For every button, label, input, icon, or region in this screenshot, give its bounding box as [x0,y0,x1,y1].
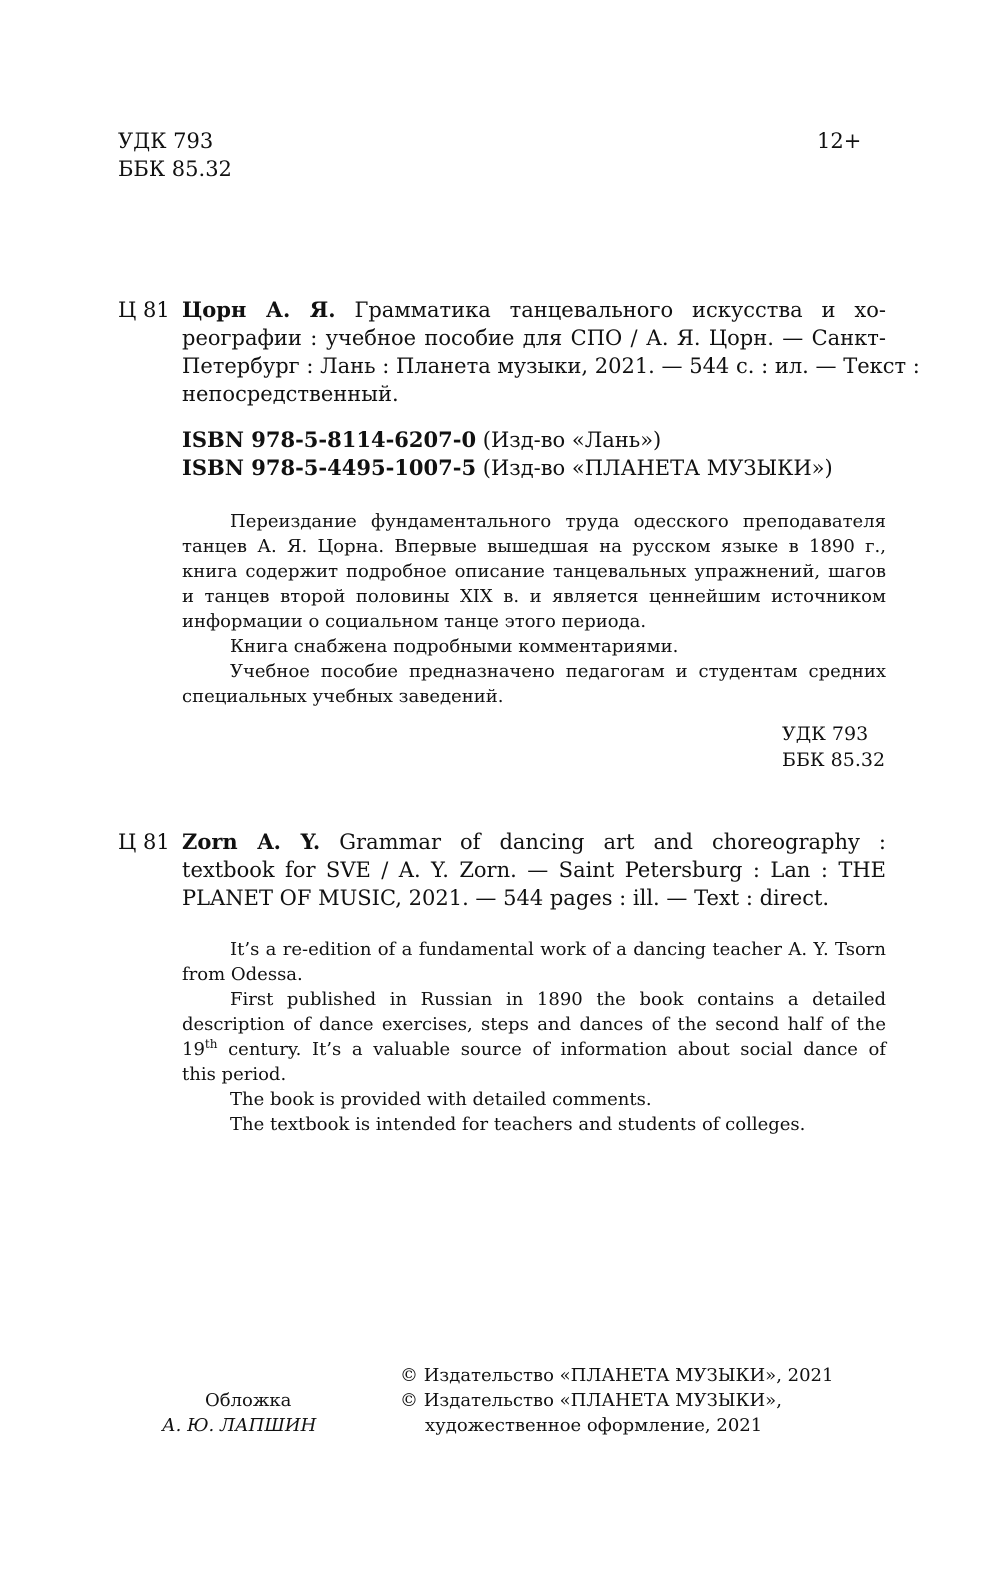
age-rating: 12+ [817,129,862,153]
en-record-line: textbook for SVE / A. Y. Zorn. — Saint Petersburg : Lan : THE [182,858,886,882]
cover-artist: А. Ю. ЛАПШИН [162,1415,317,1436]
ru-record-udk: УДК 793 [782,723,869,745]
ru-record-first-line [182,298,886,322]
ru-annotation-line: информации о социальном танце этого периода. [182,611,647,632]
isbn-line [182,456,833,480]
cover-label: Обложка [205,1390,292,1411]
header-udk: УДК 793 [118,129,214,153]
ru-record-line: Петербург : Лань : Планета музыки, 2021. — 544 с. : ил. — Текст : [182,354,920,378]
ru-record-author: Цорн А. Я. [182,297,336,322]
en-record-code: Ц 81 [118,830,170,854]
isbn-publisher: (Изд-во «ПЛАНЕТА МУЗЫКИ») [482,456,833,480]
century-suffix: th [204,1037,218,1051]
en-annotation-line: description of dance exercises, steps and dances of the second half of the [182,1014,886,1035]
century-text: century. It’s a valuable source of information about social dance of [228,1039,886,1060]
isbn-publisher: (Изд-во «Лань») [482,428,662,452]
en-record-title-line: Grammar of dancing art and choreography : [339,830,886,854]
copyright-line: © Издательство «ПЛАНЕТА МУЗЫКИ», [400,1390,782,1411]
ru-annotation-line: Книга снабжена подробными комментариями. [230,636,679,657]
ru-record-line: реографии : учебное пособие для СПО / А. Я. Цорн. — Санкт- [182,326,886,350]
en-annotation-line: from Odessa. [182,964,303,985]
ru-annotation-line: Учебное пособие предназначено педагогам и студентам средних [230,661,886,682]
copyright-line: © Издательство «ПЛАНЕТА МУЗЫКИ», 2021 [400,1365,834,1386]
en-annotation-line: It’s a re-edition of a fundamental work of a dancing teacher A. Y. Tsorn [230,939,886,960]
ru-annotation-line: танцев А. Я. Цорна. Впервые вышедшая на русском языке в 1890 г., [182,536,886,557]
isbn-number: ISBN 978-5-8114-6207-0 [182,427,477,452]
en-annotation-line: this period. [182,1064,287,1085]
en-annotation-line [182,1038,886,1062]
ru-record-bbk: ББК 85.32 [782,749,886,771]
ru-record-title-line: Грамматика танцевального искусства и хо- [354,298,886,322]
header-bbk: ББК 85.32 [118,157,232,181]
ru-record-code: Ц 81 [118,298,170,322]
ru-annotation-line: Переиздание фундаментального труда одесского преподавателя [230,511,886,532]
en-record-first-line [182,830,886,854]
century-number: 19 [182,1039,205,1060]
isbn-number: ISBN 978-5-4495-1007-5 [182,455,477,480]
ru-annotation-line: и танцев второй половины XIX в. и является ценнейшим источником [182,586,886,607]
ru-annotation-line: книга содержит подробное описание танцевальных упражнений, шагов [182,561,886,582]
copyright-line: художественное оформление, 2021 [425,1415,763,1436]
ru-record-line: непосредственный. [182,382,399,406]
en-annotation-line: The textbook is intended for teachers and students of colleges. [230,1114,806,1135]
en-annotation-line: First published in Russian in 1890 the book contains a detailed [230,989,886,1010]
en-record-line: PLANET OF MUSIC, 2021. — 544 pages : ill. — Text : direct. [182,886,830,910]
en-record-author: Zorn A. Y. [182,829,321,854]
en-annotation-line: The book is provided with detailed comments. [230,1089,652,1110]
isbn-line [182,428,661,452]
ru-annotation-line: специальных учебных заведений. [182,686,504,707]
